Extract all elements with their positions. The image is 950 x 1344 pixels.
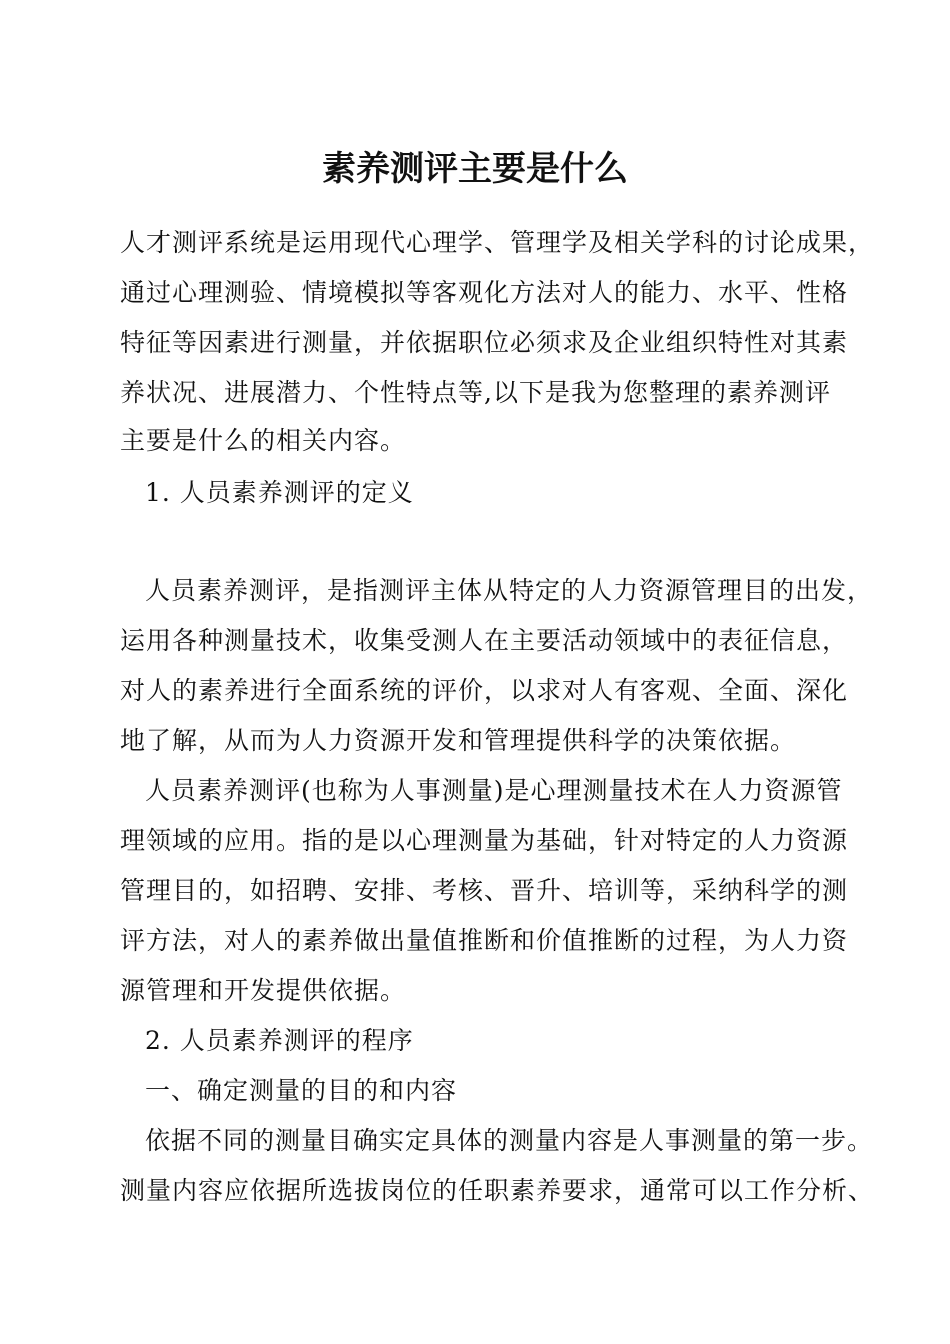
paragraph-line: 人员素养测评，是指测评主体从特定的人力资源管理目的出发， (145, 576, 874, 605)
paragraph-line: 通过心理测验、情境模拟等客观化方法对人的能力、水平、性格 (120, 278, 849, 307)
paragraph-line: 运用各种测量技术，收集受测人在主要活动领域中的表征信息， (120, 626, 849, 655)
paragraph-line: 管理目的，如招聘、安排、考核、晋升、培训等，采纳科学的测 (120, 876, 849, 905)
paragraph-line: 人才测评系统是运用现代心理学、管理学及相关学科的讨论成果， (120, 228, 875, 257)
paragraph-line: 人员素养测评(也称为人事测量)是心理测量技术在人力资源管 (145, 776, 843, 805)
paragraph-line: 对人的素养进行全面系统的评价，以求对人有客观、全面、深化 (120, 676, 849, 705)
paragraph-line: 特征等因素进行测量，并依据职位必须求及企业组织特性对其素 (120, 328, 849, 357)
paragraph-line: 源管理和开发提供依据。 (120, 976, 407, 1005)
section-heading: 2. 人员素养测评的程序 (145, 1026, 414, 1055)
section-heading: 1. 人员素养测评的定义 (145, 478, 414, 507)
subsection-heading: 一、确定测量的目的和内容 (145, 1076, 458, 1105)
paragraph-line: 理领域的应用。指的是以心理测量为基础，针对特定的人力资源 (120, 826, 849, 855)
document-title: 素养测评主要是什么 (322, 149, 628, 189)
paragraph-line: 依据不同的测量目确实定具体的测量内容是人事测量的第一步。 (145, 1126, 874, 1155)
paragraph-line: 地了解，从而为人力资源开发和管理提供科学的决策依据。 (120, 726, 797, 755)
paragraph-line: 主要是什么的相关内容。 (120, 426, 407, 455)
paragraph-line: 养状况、进展潜力、个性特点等,以下是我为您整理的素养测评 (120, 378, 831, 407)
paragraph-line: 测量内容应依据所选拔岗位的任职素养要求，通常可以工作分析、 (120, 1176, 875, 1205)
paragraph-line: 评方法，对人的素养做出量值推断和价值推断的过程，为人力资 (120, 926, 849, 955)
